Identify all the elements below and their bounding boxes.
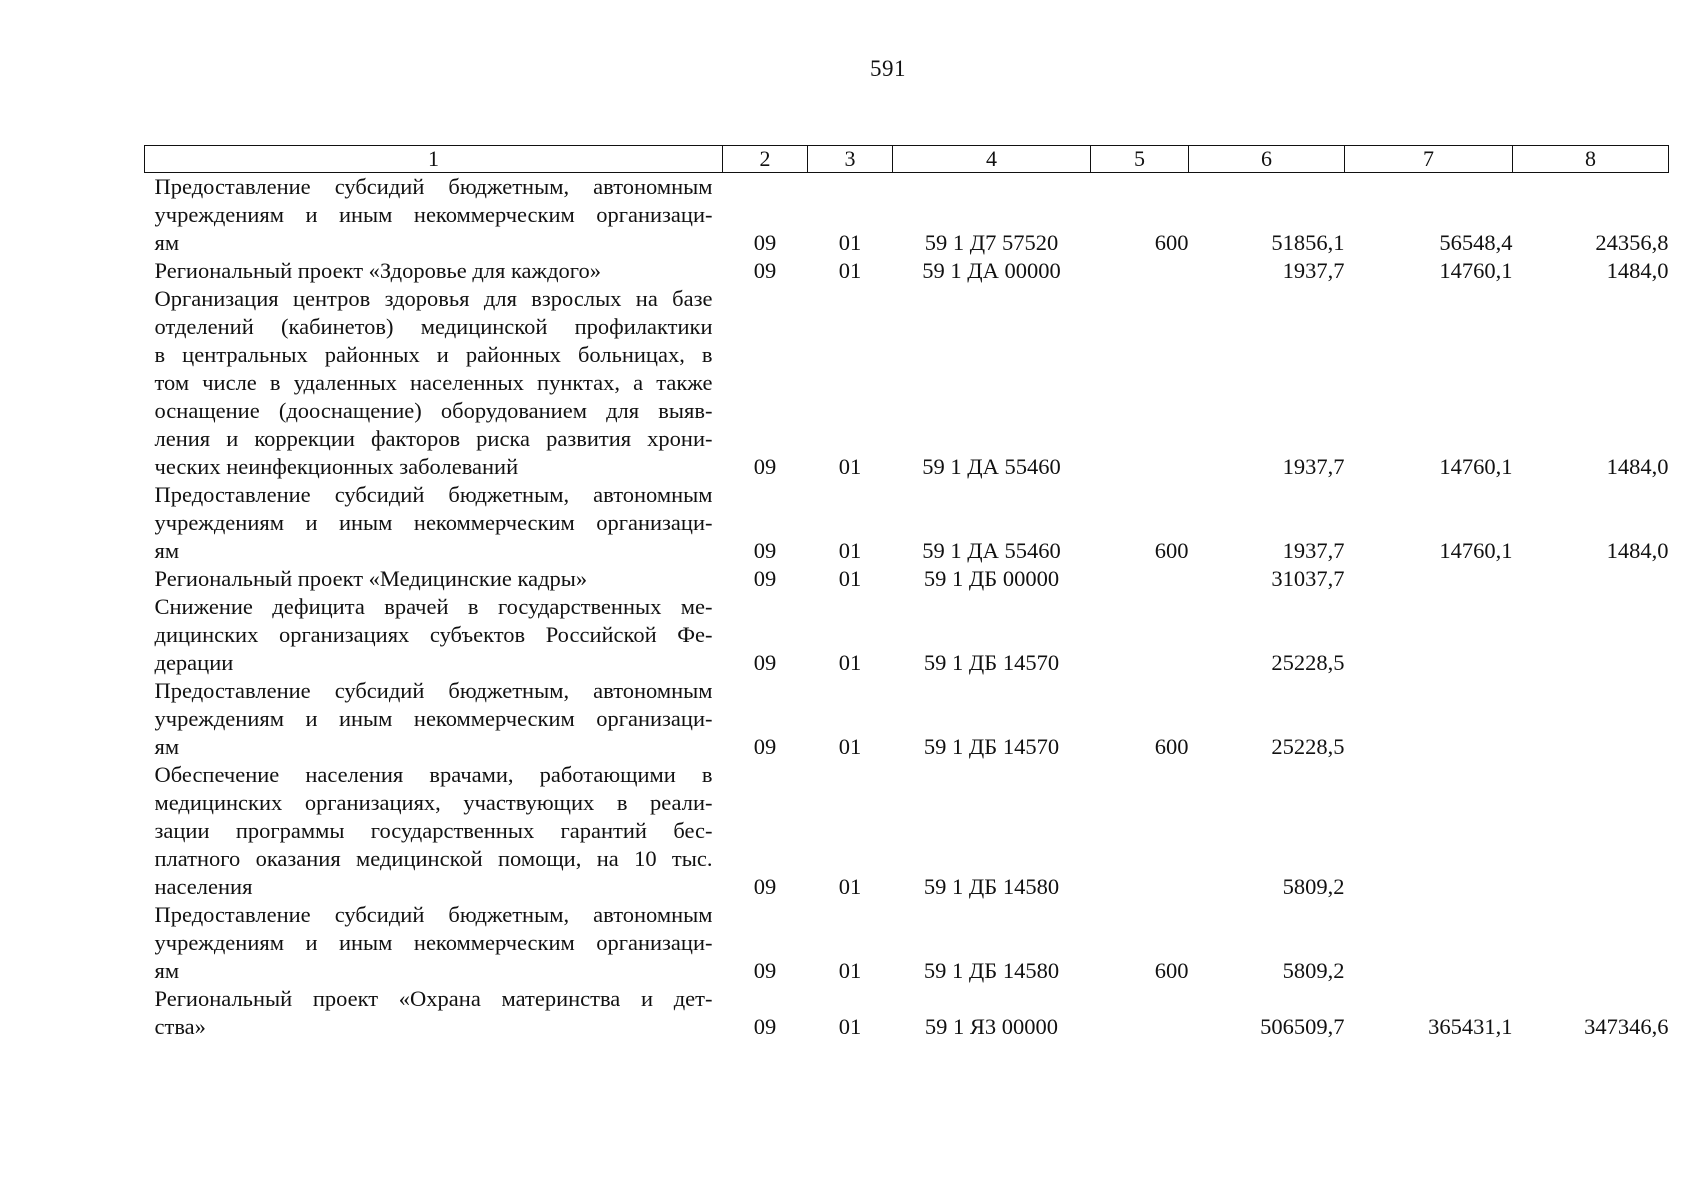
table-row xyxy=(145,481,1669,565)
amount-year-2 xyxy=(1345,565,1513,593)
description-line: ям xyxy=(154,538,180,563)
amount-year-2 xyxy=(1345,901,1513,985)
column-header-2: 2 xyxy=(723,146,808,173)
target-article-code: 59 1 ДБ 14570 xyxy=(923,734,1060,759)
column-header-5: 5 xyxy=(1091,146,1189,173)
amount-year-2 xyxy=(1345,677,1513,761)
expense-type-code xyxy=(1091,257,1189,285)
amount-year-3 xyxy=(1513,761,1669,901)
subsection-code: 01 xyxy=(838,958,862,983)
amount-year-2: 56548,4 xyxy=(1439,230,1513,255)
section-code: 09 xyxy=(753,874,777,899)
expense-type-code: 600 xyxy=(1154,538,1189,563)
section-code: 09 xyxy=(753,1014,777,1039)
table-row xyxy=(145,593,1669,677)
amount-year-3 xyxy=(1513,593,1669,677)
description-line: Обеспечение населения врачами, работающими в xyxy=(154,762,713,787)
subsection-code: 01 xyxy=(838,650,862,675)
column-header-7: 7 xyxy=(1345,146,1513,173)
amount-year-3: 24356,8 xyxy=(1595,230,1669,255)
description-line: ям xyxy=(154,734,180,759)
description-line: учреждениям и иным некоммерческим организаци- xyxy=(154,202,713,227)
amount-year-2: 365431,1 xyxy=(1428,1014,1513,1039)
table-header xyxy=(145,146,1669,173)
expense-type-code xyxy=(1091,593,1189,677)
amount-year-2: 14760,1 xyxy=(1439,454,1513,479)
expense-type-code xyxy=(1091,285,1189,481)
row-description xyxy=(145,481,723,565)
section-code: 09 xyxy=(753,538,777,563)
amount-year-3 xyxy=(1513,677,1669,761)
description-line: Региональный проект «Здоровье для каждого» xyxy=(154,258,601,283)
target-article-code: 59 1 ДБ 14580 xyxy=(923,958,1060,983)
subsection-code: 01 xyxy=(838,566,862,591)
table-row xyxy=(145,565,1669,593)
subsection-code: 01 xyxy=(838,454,862,479)
target-article-code: 59 1 ДБ 00000 xyxy=(923,566,1060,591)
amount-year-2: 14760,1 xyxy=(1439,538,1513,563)
description-line: учреждениям и иным некоммерческим организаци- xyxy=(154,706,713,731)
description-line: отделений (кабинетов) медицинской профилактики xyxy=(154,314,713,339)
amount-year-1: 5809,2 xyxy=(1282,874,1345,899)
description-line: Предоставление субсидий бюджетным, автономным xyxy=(154,902,713,927)
description-line: Предоставление субсидий бюджетным, автономным xyxy=(154,678,713,703)
column-header-8: 8 xyxy=(1513,146,1669,173)
description-line: Предоставление субсидий бюджетным, автономным xyxy=(154,174,713,199)
expense-type-code: 600 xyxy=(1154,734,1189,759)
table-row xyxy=(145,173,1669,258)
amount-year-2: 14760,1 xyxy=(1439,258,1513,283)
section-code: 09 xyxy=(753,258,777,283)
description-line: Снижение дефицита врачей в государственных ме- xyxy=(154,594,713,619)
page-number: 591 xyxy=(870,56,906,81)
section-code: 09 xyxy=(753,230,777,255)
table-row xyxy=(145,901,1669,985)
row-description xyxy=(145,173,723,258)
description-line: ям xyxy=(154,958,180,983)
description-line: Региональный проект «Медицинские кадры» xyxy=(154,566,588,591)
amount-year-1: 25228,5 xyxy=(1271,734,1345,759)
row-description xyxy=(145,285,723,481)
section-code: 09 xyxy=(753,958,777,983)
amount-year-3 xyxy=(1513,565,1669,593)
row-description xyxy=(145,593,723,677)
target-article-code: 59 1 ДА 00000 xyxy=(922,258,1061,283)
expense-type-code: 600 xyxy=(1154,230,1189,255)
target-article-code: 59 1 Д7 57520 xyxy=(924,230,1059,255)
description-line: ления и коррекции факторов риска развития хрони- xyxy=(154,426,713,451)
row-description xyxy=(145,565,723,593)
amount-year-2 xyxy=(1345,761,1513,901)
subsection-code: 01 xyxy=(838,258,862,283)
column-header-4: 4 xyxy=(893,146,1091,173)
column-header-6: 6 xyxy=(1189,146,1345,173)
budget-table xyxy=(144,145,1669,1041)
table-row xyxy=(145,985,1669,1041)
description-line: Предоставление субсидий бюджетным, автономным xyxy=(154,482,713,507)
amount-year-1: 5809,2 xyxy=(1282,958,1345,983)
description-line: ства» xyxy=(154,1014,206,1039)
amount-year-1: 31037,7 xyxy=(1271,566,1345,591)
section-code: 09 xyxy=(753,734,777,759)
table-row xyxy=(145,677,1669,761)
row-description xyxy=(145,985,723,1041)
target-article-code: 59 1 ДБ 14580 xyxy=(923,874,1060,899)
expense-type-code xyxy=(1091,761,1189,901)
amount-year-3: 1484,0 xyxy=(1606,258,1669,283)
expense-type-code xyxy=(1091,565,1189,593)
amount-year-3: 1484,0 xyxy=(1606,454,1669,479)
target-article-code: 59 1 ДБ 14570 xyxy=(923,650,1060,675)
table-row xyxy=(145,761,1669,901)
amount-year-3: 1484,0 xyxy=(1606,538,1669,563)
description-line: медицинских организациях, участвующих в реали- xyxy=(154,790,713,815)
description-line: оснащение (дооснащение) оборудованием для выяв- xyxy=(154,398,713,423)
row-description xyxy=(145,761,723,901)
amount-year-2 xyxy=(1345,593,1513,677)
section-code: 09 xyxy=(753,454,777,479)
description-line: в центральных районных и районных больницах, в xyxy=(154,342,713,367)
amount-year-1: 1937,7 xyxy=(1282,454,1345,479)
description-line: дерации xyxy=(154,650,234,675)
description-line: ям xyxy=(154,230,180,255)
section-code: 09 xyxy=(753,650,777,675)
column-header-1: 1 xyxy=(145,146,723,173)
subsection-code: 01 xyxy=(838,538,862,563)
subsection-code: 01 xyxy=(838,230,862,255)
description-line: зации программы государственных гарантий бес- xyxy=(154,818,713,843)
description-line: ческих неинфекционных заболеваний xyxy=(154,454,519,479)
row-description xyxy=(145,257,723,285)
subsection-code: 01 xyxy=(838,734,862,759)
amount-year-3: 347346,6 xyxy=(1584,1014,1669,1039)
column-header-3: 3 xyxy=(808,146,893,173)
description-line: учреждениям и иным некоммерческим организаци- xyxy=(154,510,713,535)
amount-year-1: 506509,7 xyxy=(1260,1014,1345,1039)
header-row xyxy=(145,146,1669,173)
target-article-code: 59 1 ДА 55460 xyxy=(922,538,1061,563)
description-line: Региональный проект «Охрана материнства и дет- xyxy=(154,986,713,1011)
target-article-code: 59 1 Я3 00000 xyxy=(924,1014,1059,1039)
subsection-code: 01 xyxy=(838,1014,862,1039)
amount-year-1: 1937,7 xyxy=(1282,538,1345,563)
description-line: том числе в удаленных населенных пунктах, а также xyxy=(154,370,713,395)
description-line: платного оказания медицинской помощи, на 10 тыс. xyxy=(154,846,713,871)
table-body xyxy=(145,173,1669,1042)
amount-year-1: 1937,7 xyxy=(1282,258,1345,283)
table-row xyxy=(145,257,1669,285)
description-line: Организация центров здоровья для взрослых на базе xyxy=(154,286,713,311)
description-line: дицинских организациях субъектов Российской Фе- xyxy=(154,622,713,647)
target-article-code: 59 1 ДА 55460 xyxy=(922,454,1061,479)
description-line: учреждениям и иным некоммерческим организаци- xyxy=(154,930,713,955)
expense-type-code: 600 xyxy=(1154,958,1189,983)
row-description xyxy=(145,901,723,985)
subsection-code: 01 xyxy=(838,874,862,899)
row-description xyxy=(145,677,723,761)
section-code: 09 xyxy=(753,566,777,591)
amount-year-1: 25228,5 xyxy=(1271,650,1345,675)
amount-year-3 xyxy=(1513,901,1669,985)
description-line: населения xyxy=(154,874,253,899)
table-row xyxy=(145,285,1669,481)
amount-year-1: 51856,1 xyxy=(1271,230,1345,255)
expense-type-code xyxy=(1091,985,1189,1041)
